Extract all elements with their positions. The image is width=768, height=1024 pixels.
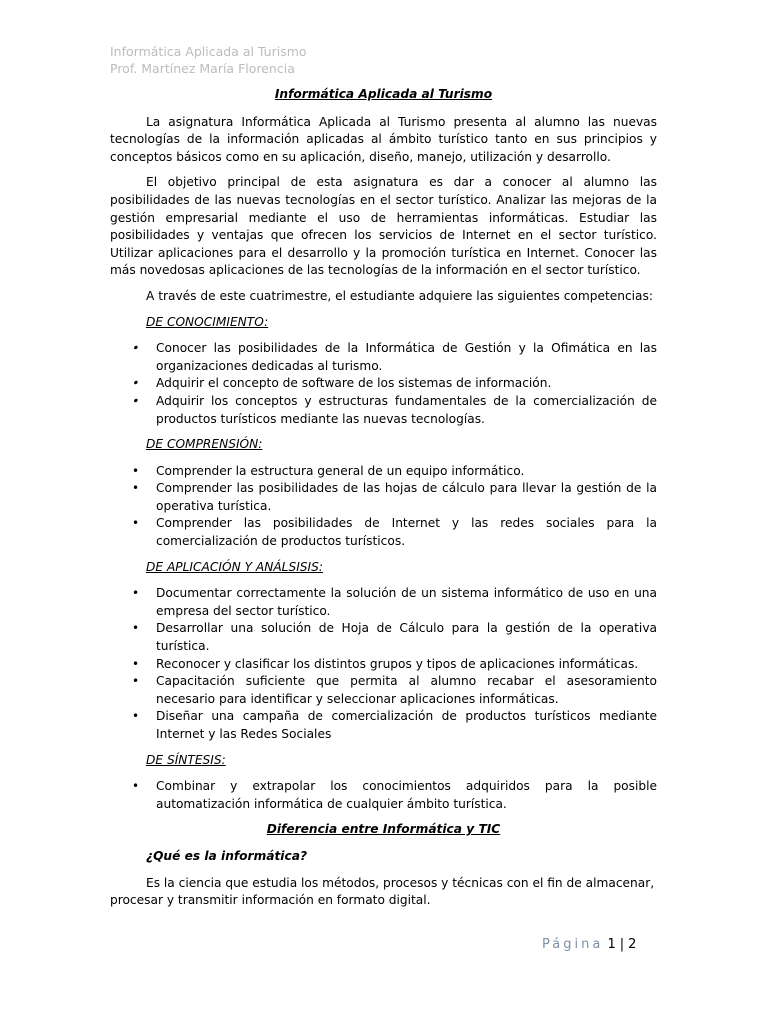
section-heading-aplicacion: DE APLICACIÓN Y ANÁLSISIS: <box>146 559 323 574</box>
list-item <box>110 375 657 393</box>
list-comprension <box>110 463 657 551</box>
bullet-icon: • <box>132 481 140 496</box>
section-heading-sintesis: DE SÍNTESIS: <box>146 752 226 767</box>
bullet-icon: • <box>130 341 142 356</box>
list-item <box>110 393 657 428</box>
bullet-icon: • <box>130 393 142 408</box>
list-item <box>110 673 657 708</box>
section-title-informatica-tic: Diferencia entre Informática y TIC <box>266 822 501 837</box>
bullet-icon: • <box>130 376 142 391</box>
list-item-text: Combinar y extrapolar los conocimientos adquiridos para la posible automatización informática de cualquier ámbito turística. <box>156 779 657 811</box>
list-item <box>110 656 657 674</box>
paragraph-intro: La asignatura Informática Aplicada al Turismo presenta al alumno las nuevas tecnologías de la información aplicadas al ámbito turístico tanto en sus principios y conceptos básicos como en su aplicación, diseño, manejo, utilización y desarrollo. <box>110 114 657 164</box>
bullet-icon: • <box>132 779 140 794</box>
page-number: 1 <box>607 937 616 952</box>
paragraph-objective: El objetivo principal de esta asignatura es dar a conocer al alumno las posibilidades de las nuevas tecnologías en el sector turístico. Analizar las mejoras de la gestión empresarial mediante el uso de herramientas informáticas. Estudiar las posibilidades y ventajas que ofrecen los servicios de Internet en el sector turístico. Utilizar aplicaciones para el desarrollo y la promoción turística en Internet. Conocer las más novedosas aplicaciones de las tecnologías de la información en el sector turístico. <box>110 175 657 278</box>
page-label: Página <box>542 937 604 952</box>
paragraph-competencies: A través de este cuatrimestre, el estudiante adquiere las siguientes competencias: <box>146 288 653 303</box>
page-footer <box>542 936 636 953</box>
list-item-text: Conocer las posibilidades de la Informática de Gestión y la Ofimática en las organizaciones dedicadas al turismo. <box>156 341 657 373</box>
list-item-text: Adquirir los conceptos y estructuras fundamentales de la comercialización de productos turísticos mediante las nuevas tecnologías. <box>156 393 657 426</box>
bullet-icon: • <box>132 709 140 724</box>
subheading-que-es: ¿Qué es la informática? <box>146 848 308 863</box>
page-header <box>110 43 307 77</box>
list-item-text: Capacitación suficiente que permita al alumno recabar el asesoramiento necesario para identificar y seleccionar aplicaciones informáticas. <box>156 674 657 706</box>
section-heading-conocimiento: DE CONOCIMIENTO: <box>146 314 269 329</box>
list-conocimiento <box>110 340 657 428</box>
page-separator: | <box>619 937 625 952</box>
list-item-text: Diseñar una campaña de comercialización de productos turísticos mediante Internet y las Redes Sociales <box>156 709 657 741</box>
bullet-icon: • <box>132 674 140 689</box>
list-item <box>110 515 657 550</box>
section-heading-comprension: DE COMPRENSIÓN: <box>146 437 263 452</box>
header-professor: Prof. Martínez María Florencia <box>110 61 295 76</box>
list-item <box>110 480 657 515</box>
list-item <box>110 778 657 813</box>
list-sintesis <box>110 778 657 813</box>
bullet-icon: • <box>132 621 140 636</box>
bullet-icon: • <box>132 586 140 601</box>
list-item-text: Documentar correctamente la solución de un sistema informático de uso en una empresa del sector turístico. <box>156 586 657 618</box>
list-item-text: Comprender las posibilidades de las hojas de cálculo para llevar la gestión de la operativa turística. <box>156 481 657 513</box>
header-course: Informática Aplicada al Turismo <box>110 44 307 59</box>
document-body <box>110 86 657 918</box>
list-item <box>110 585 657 620</box>
document-title: Informática Aplicada al Turismo <box>274 87 493 101</box>
list-item <box>110 340 657 375</box>
list-item-text: Comprender las posibilidades de Internet y las redes sociales para la comercialización de productos turísticos. <box>156 516 657 549</box>
list-item <box>110 620 657 655</box>
list-item <box>110 463 657 481</box>
list-item-text: Desarrollar una solución de Hoja de Cálculo para la gestión de la operativa turística. <box>156 621 657 654</box>
bullet-icon: • <box>132 516 140 531</box>
list-item-text: Adquirir el concepto de software de los sistemas de información. <box>156 376 552 391</box>
bullet-icon: • <box>132 656 140 671</box>
bullet-icon: • <box>132 463 140 478</box>
paragraph-definition: Es la ciencia que estudia los métodos, procesos y técnicas con el fin de almacenar, procesar y transmitir información en formato digital. <box>110 875 655 908</box>
page-total: 2 <box>628 937 637 952</box>
list-item <box>110 708 657 743</box>
list-item-text: Reconocer y clasificar los distintos grupos y tipos de aplicaciones informáticas. <box>156 656 639 671</box>
list-item-text: Comprender la estructura general de un equipo informático. <box>156 463 525 478</box>
list-aplicacion <box>110 585 657 743</box>
